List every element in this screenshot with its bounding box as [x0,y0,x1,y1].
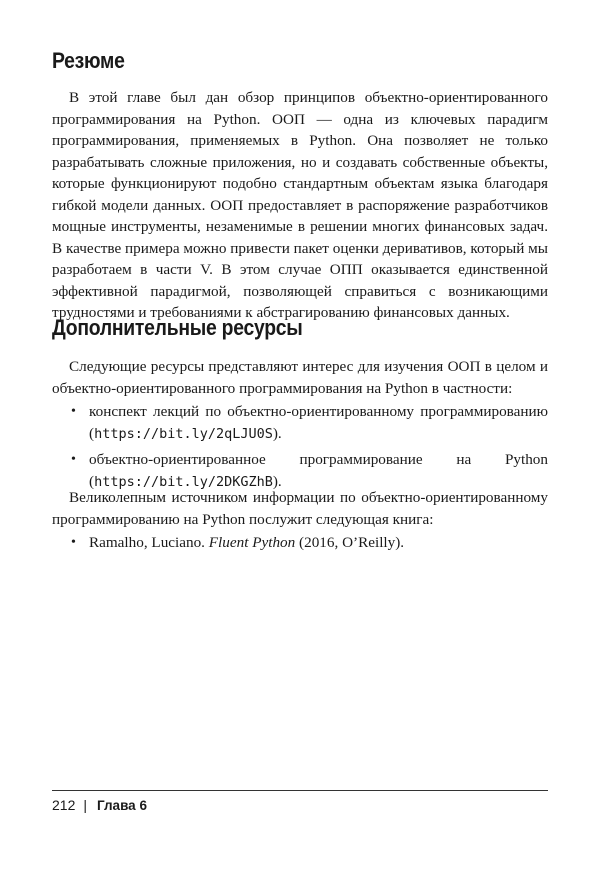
resource-link[interactable]: https://bit.ly/2qLJU0S [94,425,273,442]
bullet-icon: • [71,452,76,467]
book-list [52,532,548,558]
resources-list [52,401,548,497]
bullet-icon: • [71,535,76,550]
chapter-label: Глава 6 [97,798,147,813]
footer-divider [52,790,548,791]
page-footer [52,797,147,813]
list-item: • конспект лекций по объектно-ориентированному программированию (https://bit.ly/2qLJU0S). [71,403,548,442]
resources-intro-paragraph: Следующие ресурсы представляют интерес для изучения ООП в целом и объектно-ориентированного программирования на Python в частности: [52,358,548,397]
footer-separator: | [83,797,87,813]
book-details: (2016, O’Reilly). [299,534,405,551]
resource-text: объектно-ориентированное программирование на Python [89,451,548,468]
book-author: Ramalho, Luciano. [89,534,205,551]
resource-link[interactable]: https://bit.ly/2DKGZhB [94,473,273,490]
resources-heading: Дополнительные ресурсы [52,315,303,340]
book-intro-paragraph: Великолепным источником информации по объектно-ориентированному программированию на Python послужит следующая книга: [52,489,548,528]
resource-text: конспект лекций по объектно-ориентированному программированию [89,403,548,420]
summary-heading: Резюме [52,48,125,73]
list-item [52,532,548,554]
summary-paragraph: В этой главе был дан обзор принципов объектно-ориентированного программирования на Python. ООП — одна из ключевых парадигм программирования, применяемых в Python. Она позволяет не только разрабатывать сложные приложения, но и создавать собственные объекты, которые функционируют подобно стандартным объектам языка благодаря гибкой модели данных. ООП предоставляет в распоряжение разработчиков мощные инструменты, незаменимые в решении многих финансовых задач. В качестве примера можно привести пакет оценки деривативов, который мы разработаем в части V. В этом случае ОПП оказывается единственной эффективной парадигмой, позволяющей справиться с возникающими трудностями и требованиями к абстрагированию финансовых данных. [52,89,548,321]
bullet-icon: • [71,404,76,419]
page [52,0,548,870]
list-item: • объектно-ориентированное программирование на Python (https://bit.ly/2DKGZhB). [71,451,548,490]
page-number: 212 [52,797,76,813]
book-title: Fluent Python [208,534,296,551]
